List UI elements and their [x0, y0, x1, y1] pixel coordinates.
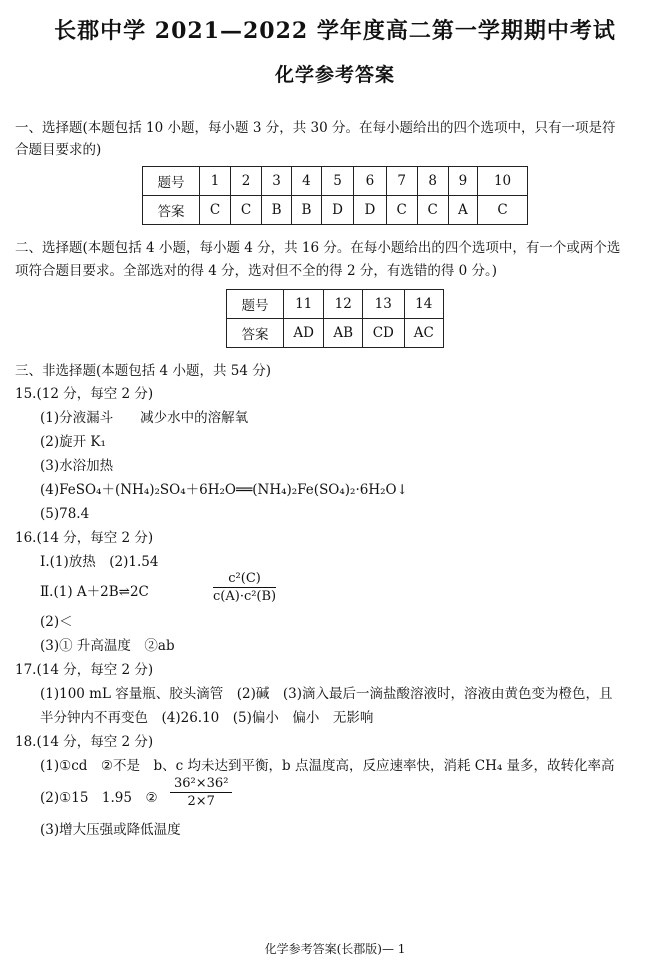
q18-answer-3: (3)增大压强或降低温度: [40, 822, 181, 838]
q15-answer-3: (3)水浴加热: [40, 458, 114, 474]
table-cell: 14: [404, 290, 444, 319]
section2-answer-table: [226, 289, 444, 348]
table-cell: C: [200, 196, 231, 225]
table-cell: 3: [262, 167, 292, 196]
table-cell: 8: [417, 167, 448, 196]
table-cell: AD: [284, 319, 324, 348]
q15-answer-1: (1)分液漏斗 减少水中的溶解氧: [40, 410, 249, 426]
table-row: [227, 319, 444, 348]
table-cell: 11: [284, 290, 324, 319]
page-title: 长郡中学 2021—2022 学年度高二第一学期期中考试: [54, 18, 616, 44]
table-row-label: 答案: [227, 319, 284, 348]
section3-heading: 三、非选择题(本题包括 4 小题，共 54 分): [15, 363, 271, 379]
section1-intro-line2: 合题目要求的): [15, 142, 102, 158]
q17-header: 17.(14 分，每空 2 分): [15, 662, 154, 678]
q15-header: 15.(12 分，每空 2 分): [15, 386, 154, 402]
fraction-numerator: 36²×36²: [170, 776, 232, 793]
table-row-label: 题号: [143, 167, 200, 196]
q17-answer-1: (1)100 mL 容量瓶、胶头滴管 (2)碱 (3)滴入最后一滴盐酸溶液时，溶液由黄色变为橙色，且: [40, 686, 613, 702]
calculation-fraction: [170, 776, 232, 809]
table-row-label: 答案: [143, 196, 200, 225]
section1-answer-table: [142, 166, 528, 225]
page-subtitle: 化学参考答案: [274, 64, 395, 86]
q16-answer-1: Ⅰ.(1)放热 (2)1.54: [40, 554, 159, 570]
table-cell: CD: [363, 319, 404, 348]
table-cell: C: [386, 196, 417, 225]
equilibrium-constant-fraction: [213, 571, 276, 604]
fraction-numerator: c²(C): [213, 571, 276, 588]
table-cell: 9: [448, 167, 477, 196]
table-cell: 5: [321, 167, 353, 196]
table-cell: 13: [363, 290, 404, 319]
table-cell: 6: [354, 167, 386, 196]
table-cell: C: [478, 196, 528, 225]
table-row: [227, 290, 444, 319]
q15-answer-5: (5)78.4: [40, 506, 90, 522]
q18-answer-1: (1)①cd ②不是 b、c 均未达到平衡，b 点温度高，反应速率快，消耗 CH₄ 量多，故转化率高: [40, 758, 615, 774]
section2-intro-line2: 项符合题目要求。全部选对的得 4 分，选对但不全的得 2 分，有选错的得 0 分。): [15, 263, 498, 279]
fraction-denominator: c(A)·c²(B): [213, 589, 277, 604]
table-cell: AC: [404, 319, 444, 348]
q18-header: 18.(14 分，每空 2 分): [15, 734, 154, 750]
page-footer: 化学参考答案(长郡版)— 1: [264, 942, 406, 956]
q16-answer-4: (3)① 升高温度 ②ab: [40, 638, 175, 654]
table-row-label: 题号: [227, 290, 284, 319]
table-cell: B: [291, 196, 321, 225]
table-cell: 4: [291, 167, 321, 196]
table-cell: B: [262, 196, 292, 225]
q18-answer-2: (2)①15 1.95 ②: [40, 790, 158, 806]
table-cell: AB: [324, 319, 363, 348]
q17-answer-2: 半分钟内不再变色 (4)26.10 (5)偏小 偏小 无影响: [40, 710, 374, 726]
q16-header: 16.(14 分，每空 2 分): [15, 530, 154, 546]
section1-intro-line1: 一、选择题(本题包括 10 小题，每小题 3 分，共 30 分。在每小题给出的四个选项中，只有一项是符: [15, 120, 616, 136]
q15-answer-4: (4)FeSO₄＋(NH₄)₂SO₄＋6H₂O══(NH₄)₂Fe(SO₄)₂·6H₂O↓: [40, 482, 408, 498]
fraction-denominator: 2×7: [187, 794, 215, 809]
q16-answer-3: (2)＜: [40, 614, 73, 630]
table-cell: 7: [386, 167, 417, 196]
q15-answer-2: (2)旋开 K₁: [40, 434, 106, 450]
table-cell: D: [321, 196, 353, 225]
table-row: [143, 196, 528, 225]
table-cell: 10: [478, 167, 528, 196]
table-cell: C: [231, 196, 262, 225]
table-cell: 2: [231, 167, 262, 196]
table-cell: 1: [200, 167, 231, 196]
table-cell: D: [354, 196, 386, 225]
table-cell: C: [417, 196, 448, 225]
table-row: [143, 167, 528, 196]
q16-answer-2: Ⅱ.(1) A＋2B⇌2C: [40, 584, 149, 600]
table-cell: A: [448, 196, 477, 225]
table-cell: 12: [324, 290, 363, 319]
section2-intro-line1: 二、选择题(本题包括 4 小题，每小题 4 分，共 16 分。在每小题给出的四个选项中，有一个或两个选: [15, 240, 621, 256]
